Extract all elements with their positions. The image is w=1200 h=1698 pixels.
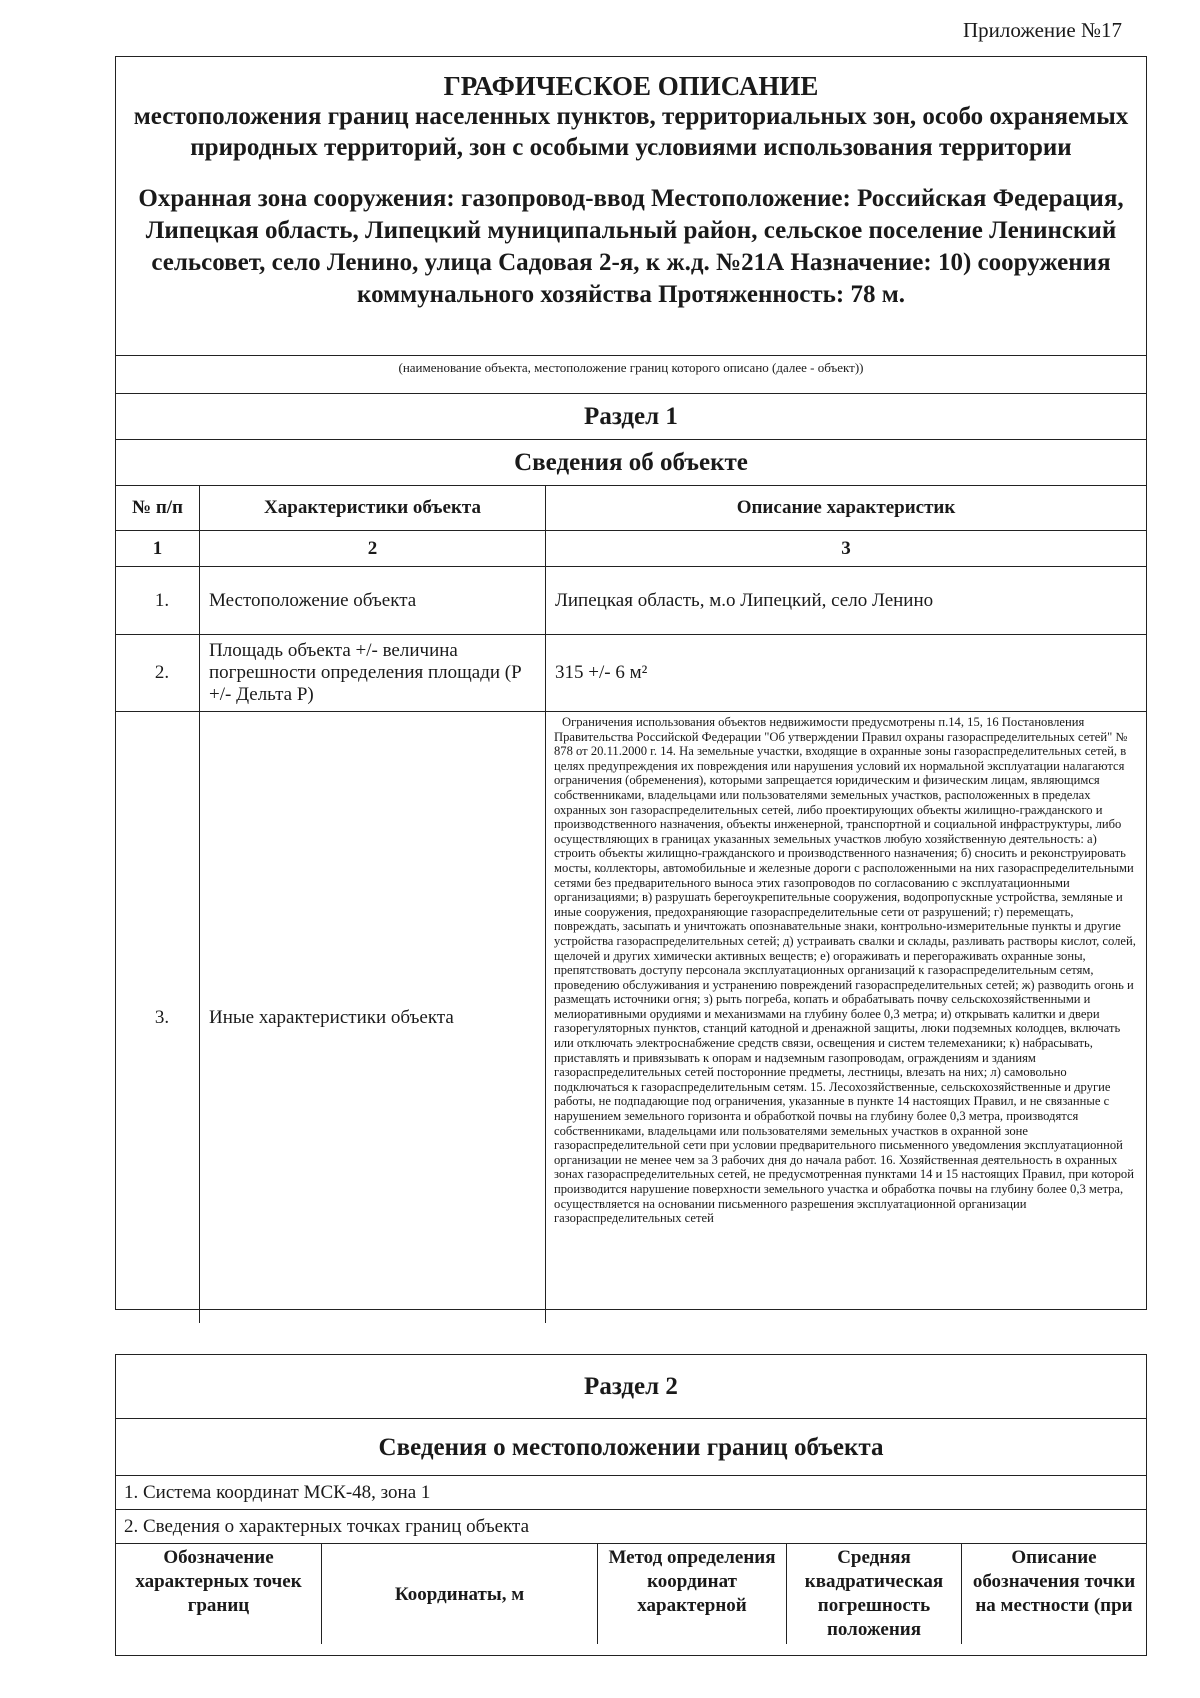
row-value: Липецкая область, м.о Липецкий, село Ленино bbox=[555, 589, 934, 611]
object-note: (наименование объекта, местоположение границ которого описано (далее - объект)) bbox=[116, 356, 1146, 394]
column-header-error: Средняя квадратическая погрешность положения bbox=[787, 1544, 962, 1644]
table-row bbox=[116, 635, 1146, 712]
column-header-point: Обозначение характерных точек границ bbox=[116, 1544, 322, 1644]
points-table-header bbox=[116, 1544, 1146, 1644]
table-row bbox=[116, 712, 1146, 1323]
section2-title: Раздел 2 bbox=[116, 1355, 1146, 1419]
column-number: 3 bbox=[841, 537, 851, 559]
table-row bbox=[116, 567, 1146, 635]
column-numbers-row bbox=[116, 531, 1146, 567]
row-number: 1. bbox=[116, 567, 200, 634]
row-value-restrictions: Ограничения использования объектов недвижимости предусмотрены п.14, 15, 16 Постановления Правительства Российской Федерации "Об утверждении Правил охраны газораспределительных сетей" № 878 от 20.11.2000 г. 14. На земельные участки, входящие в охранные зоны газораспределительных сетей, в целях предупреждения их повреждения или нарушения условий их нормальной эксплуатации налагаются ограничения (обременения), которыми запрещается юридическим и физическим лицам, являющимся собственниками, владельцами или пользователями земельных участков, расположенных в пределах охранных зон газораспределительных сетей, либо проектирующих объекты жилищно-гражданского и производственного назначения, объекты инженерной, транспортной и социальной инфраструктуры, либо осуществляющих в границах указанных земельных участков любую хозяйственную деятельность: а) строить объекты жилищно-гражданского и производственного назначения; б) сносить и реконструировать мосты, коллекторы, автомобильные и железные дороги с расположенными на них газораспределительными сетями без предварительного выноса этих газопроводов по согласованию с эксплуатационными организациями; в) разрушать берегоукрепительные сооружения, водопропускные устройства, земляные и иные сооружения, предохраняющие газораспределительные сети от разрушений; г) перемещать, повреждать, засыпать и уничтожать опознавательные знаки, контрольно-измерительные пункты и другие устройства газораспределительных сетей; д) устраивать свалки и склады, разливать растворы кислот, солей, щелочей и других химически активных веществ; е) огораживать и перегораживать охранные зоны, препятствовать доступу персонала эксплуатационных организаций к газораспределительным сетям, проведению обслуживания и устранению повреждений газораспределительных сетей; ж) разводить огонь и размещать источники огня; з) рыть погреба, копать и обрабатывать почву сельскохозяйственными и мелиоративными орудиями и механизмами на глубину более 0,3 метра; и) открывать калитки и двери газорегуляторных пунктов, станций катодной и дренажной защиты, люки подземных колодцев, включать или отключать электроснабжение средств связи, освещения и систем телемеханики; к) набрасывать, приставлять и привязывать к опорам и надземным газопроводам, ограждениям и зданиям газораспределительных сетей посторонние предметы, лестницы, влезать на них; л) самовольно подключаться к газораспределительным сетям. 15. Лесохозяйственные, сельскохозяйственные и другие работы, не подпадающие под ограничения, указанные в пункте 14 настоящих Правил, и не связанные с нарушением земельного горизонта и обработкой почвы на глубину более 0,3 метра, производятся собственниками, владельцами или пользователями земельных участков в охранной зоне газораспределительной сети при условии предварительного письменного уведомления эксплуатационной организации не менее чем за 3 рабочих дня до начала работ. 16. Хозяйственная деятельность в охранных зонах газораспределительных сетей, не предусмотренная пунктами 14 и 15 настоящих Правил, при которой производится нарушение поверхности земельного участка и обработка почвы на глубину более 0,3 метра, осуществляется на основании письменного разрешения эксплуатационной организации газораспределительных сетей bbox=[554, 715, 1136, 1226]
column-header-method: Метод определения координат характерной bbox=[598, 1544, 787, 1644]
row-number: 2. bbox=[116, 635, 200, 711]
coordinate-system: 1. Система координат МСК-48, зона 1 bbox=[116, 1476, 1146, 1510]
column-header-description: Описание характеристик bbox=[736, 497, 956, 518]
row-characteristic: Площадь объекта +/- величина погрешности определения площади (P +/- Дельта P) bbox=[200, 635, 546, 711]
row-value: 315 +/- 6 м² bbox=[555, 662, 648, 683]
row-characteristic: Иные характеристики объекта bbox=[200, 712, 546, 1323]
column-header-coordinates: Координаты, м bbox=[322, 1544, 598, 1644]
section1-box bbox=[115, 56, 1147, 1310]
document-header bbox=[116, 57, 1146, 356]
table-header bbox=[116, 486, 1146, 531]
object-description: Охранная зона сооружения: газопровод-ввод Местоположение: Российская Федерация, Липецкая область, Липецкий муниципальный район, сельское поселение Ленинский сельсовет, село Ленино, улица Садовая 2-я, к ж.д. №21А Назначение: 10) сооружения коммунального хозяйства Протяженность: 78 м. bbox=[138, 185, 1124, 308]
section2-subtitle: Сведения о местоположении границ объекта bbox=[116, 1419, 1146, 1476]
section2-box bbox=[115, 1354, 1147, 1656]
document-title: ГРАФИЧЕСКОЕ ОПИСАНИЕ bbox=[443, 71, 819, 101]
row-number: 3. bbox=[116, 712, 200, 1323]
column-number: 1 bbox=[116, 531, 200, 566]
column-header-characteristic: Характеристики объекта bbox=[200, 486, 546, 530]
column-number: 2 bbox=[200, 531, 546, 566]
row-characteristic: Местоположение объекта bbox=[200, 567, 546, 634]
document-subtitle: местоположения границ населенных пунктов, территориальных зон, особо охраняемых природных территорий, зон с особыми условиями использования территории bbox=[133, 103, 1129, 161]
section1-subtitle: Сведения об объекте bbox=[116, 440, 1146, 486]
section1-title: Раздел 1 bbox=[116, 394, 1146, 440]
column-header-number: № п/п bbox=[116, 486, 200, 530]
appendix-label: Приложение №17 bbox=[963, 18, 1122, 42]
points-title: 2. Сведения о характерных точках границ объекта bbox=[116, 1510, 1146, 1544]
column-header-point-description: Описание обозначения точки на местности (при bbox=[972, 1547, 1136, 1616]
